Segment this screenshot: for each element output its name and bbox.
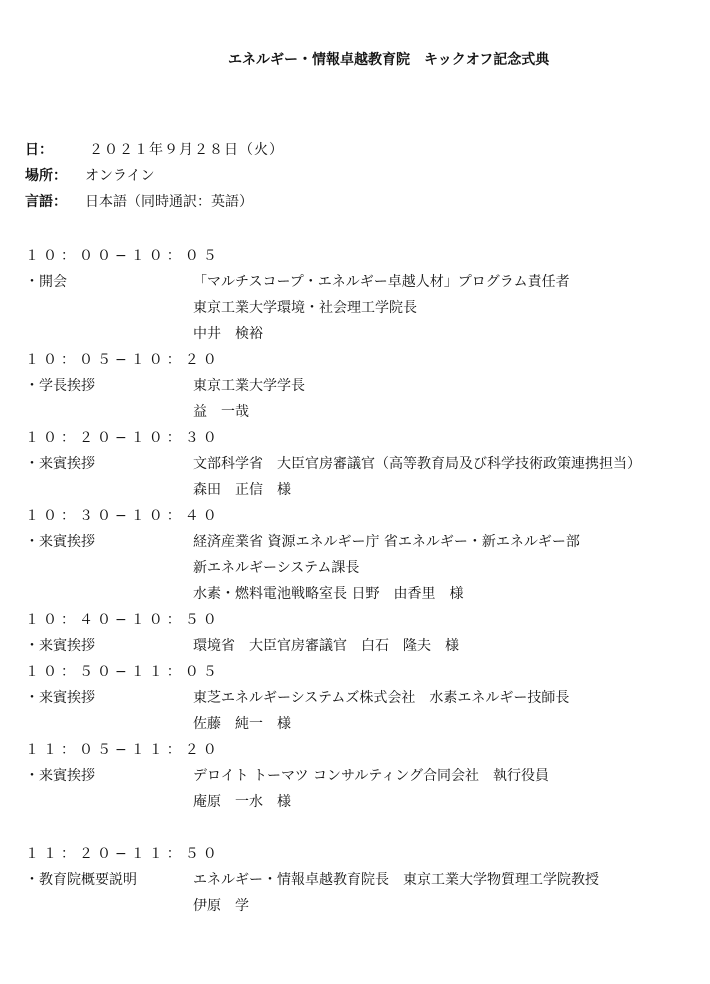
session-time: １０：３０−１０：４０ [25,508,221,524]
session-details [193,867,695,919]
session-label: ・来賓挨拶 [25,768,95,784]
agenda-session [25,425,695,503]
session-time: １０：２０−１０：３０ [25,430,221,446]
place-row [25,166,155,186]
session-detail-line: エネルギー・情報卓越教育院長 東京工業大学物質理工学院教授 [193,872,599,888]
session-detail-line: 水素・燃料電池戦略室長 日野 由香里 様 [193,586,464,602]
session-item [25,269,695,347]
session-time: １１：２０−１１：５０ [25,846,221,862]
session-item [25,373,695,425]
session-label: ・来賓挨拶 [25,638,95,654]
session-details [193,633,695,659]
language-label: 言語： [25,194,67,210]
session-detail-line: 「マルチスコープ・エネルギー卓越人材」プログラム責任者 [193,274,570,290]
session-item [25,763,695,815]
language-row [25,192,253,212]
session-item [25,633,695,659]
session-detail-line: デロイト トーマツ コンサルティング合同会社 執行役員 [193,768,549,784]
session-label: ・学長挨拶 [25,378,95,394]
document-title: エネルギー・情報卓越教育院 キックオフ記念式典 [228,52,550,68]
agenda-session [25,503,695,607]
session-detail-line: 庵原 一水 様 [193,794,291,810]
date-value: ２０２１年９月２８日（火） [89,142,284,158]
agenda [25,243,695,919]
agenda-session [25,243,695,347]
session-detail-line: 伊原 学 [193,898,249,914]
session-details [193,451,695,503]
session-detail-line: 文部科学省 大臣官房審議官（高等教育局及び科学技術政策連携担当） [193,456,641,472]
place-value: オンライン [85,168,155,184]
agenda-session [25,737,695,815]
session-detail-line: 新エネルギーシステム課長 [193,560,360,576]
session-item [25,867,695,919]
session-label: ・来賓挨拶 [25,534,95,550]
session-item [25,451,695,503]
session-detail-line: 中井 検裕 [193,326,263,342]
agenda-session [25,659,695,737]
session-detail-line: 経済産業省 資源エネルギー庁 省エネルギー・新エネルギー部 [193,534,580,550]
language-value: 日本語（同時通訳：英語） [85,194,253,210]
session-detail-line: 東京工業大学学長 [193,378,305,394]
session-time: １０：０５−１０：２０ [25,352,221,368]
session-detail-line: 環境省 大臣官房審議官 白石 隆夫 様 [193,638,459,654]
session-detail-line: 益 一哉 [193,404,249,420]
session-time: １０：５０−１１：０５ [25,664,221,680]
place-label: 場所： [25,168,67,184]
session-label: ・来賓挨拶 [25,456,95,472]
session-label: ・来賓挨拶 [25,690,95,706]
session-details [193,763,695,815]
session-item [25,529,695,607]
session-detail-line: 東芝エネルギーシステムズ株式会社 水素エネルギー技師長 [193,690,570,706]
date-row [25,140,284,160]
session-detail-line: 森田 正信 様 [193,482,291,498]
session-details [193,373,695,425]
session-time: １０：４０−１０：５０ [25,612,221,628]
agenda-session [25,607,695,659]
session-detail-line: 佐藤 純一 様 [193,716,291,732]
date-label: 日： [25,142,53,158]
session-details [193,529,695,607]
session-time: １０：００−１０：０５ [25,248,221,264]
session-label: ・開会 [25,274,67,290]
session-time: １１：０５−１１：２０ [25,742,221,758]
session-details [193,685,695,737]
session-detail-line: 東京工業大学環境・社会理工学院長 [193,300,417,316]
session-item [25,685,695,737]
session-label: ・教育院概要説明 [25,872,137,888]
agenda-session [25,347,695,425]
session-details [193,269,695,347]
agenda-session [25,841,695,919]
